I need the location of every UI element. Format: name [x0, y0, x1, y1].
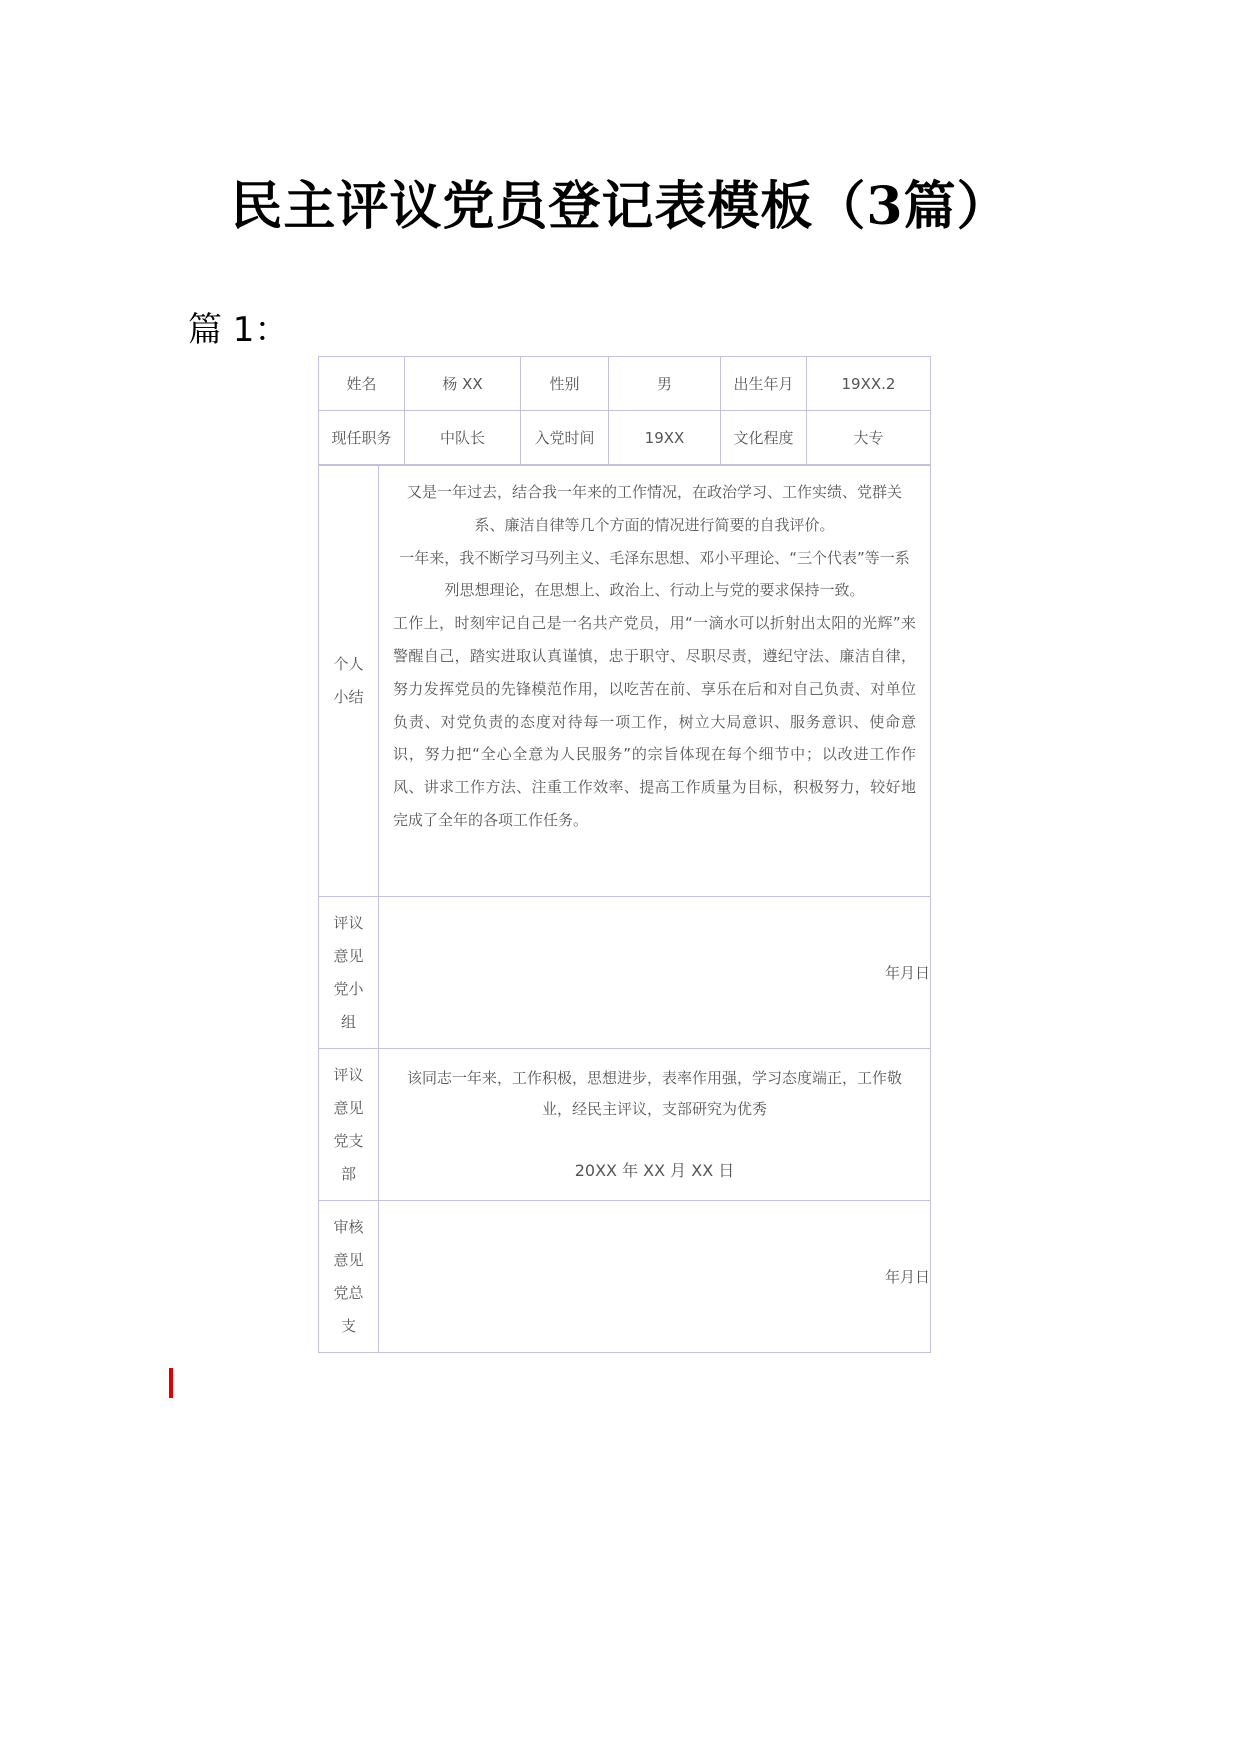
table-row: [319, 897, 931, 1049]
label-gender: 性别: [521, 357, 609, 411]
personal-summary-label: 个人 小结: [319, 466, 379, 897]
document-title: 民主评议党员登记表模板（3篇）: [230, 176, 1010, 237]
value-birth: 19XX.2: [807, 357, 931, 411]
value-name: 杨 XX: [405, 357, 521, 411]
label-name: 姓名: [319, 357, 405, 411]
table-row: [319, 357, 931, 411]
branch-opinion-label: 评议 意见 党支 部: [319, 1049, 379, 1201]
label-position: 现任职务: [319, 411, 405, 465]
table-row: [319, 1201, 931, 1353]
table-row: [319, 411, 931, 465]
branch-opinion-cell: [379, 1049, 931, 1201]
group-opinion-date: 年月日: [379, 897, 931, 1049]
basic-info-table: [318, 356, 931, 465]
branch-opinion-date: 20XX 年 XX 月 XX 日: [574, 1161, 735, 1180]
branch-opinion-text: 该同志一年来，工作积极，思想进步，表率作用强，学习态度端正，工作敬业，经民主评议，支部研究为优秀: [406, 1069, 902, 1118]
label-education: 文化程度: [721, 411, 807, 465]
table-row: [319, 466, 931, 897]
value-position: 中队长: [405, 411, 521, 465]
section-heading: 篇 1：: [188, 310, 289, 350]
evaluation-table: [318, 465, 931, 1353]
value-education: 大专: [807, 411, 931, 465]
label-birth: 出生年月: [721, 357, 807, 411]
group-opinion-label: 评议 意见 党小 组: [319, 897, 379, 1049]
personal-summary-text: 又是一年过去，结合我一年来的工作情况，在政治学习、工作实绩、党群关系、廉洁自律等几个方面的情况进行简要的自我评价。 一年来，我不断学习马列主义、毛泽东思想、邓小平理论、“三个代表”等一系列思想理论，在思想上、政治上、行动上与党的要求保持一致。 工作上，时刻牢记自己是一名共产党员，用“一滴水可以折射出太阳的光辉”来警醒自己，踏实进取认真谨慎，忠于职守、尽职尽责，遵纪守法、廉洁自律，努力发挥党员的先锋模范作用，以吃苦在前、享乐在后和对自己负责、对单位负责、对党负责的态度对待每一项工作，树立大局意识、服务意识、使命意识，努力把“全心全意为人民服务”的宗旨体现在每个细节中；以改进工作作风、讲求工作方法、注重工作效率、提高工作质量为目标，积极努力，较好地完成了全年的各项工作任务。: [379, 466, 931, 897]
text-cursor[interactable]: [169, 1368, 173, 1398]
general-branch-label: 审核 意见 党总 支: [319, 1201, 379, 1353]
value-gender: 男: [609, 357, 721, 411]
table-row: [319, 1049, 931, 1201]
label-join-date: 入党时间: [521, 411, 609, 465]
general-branch-date: 年月日: [379, 1201, 931, 1353]
value-join-date: 19XX: [609, 411, 721, 465]
